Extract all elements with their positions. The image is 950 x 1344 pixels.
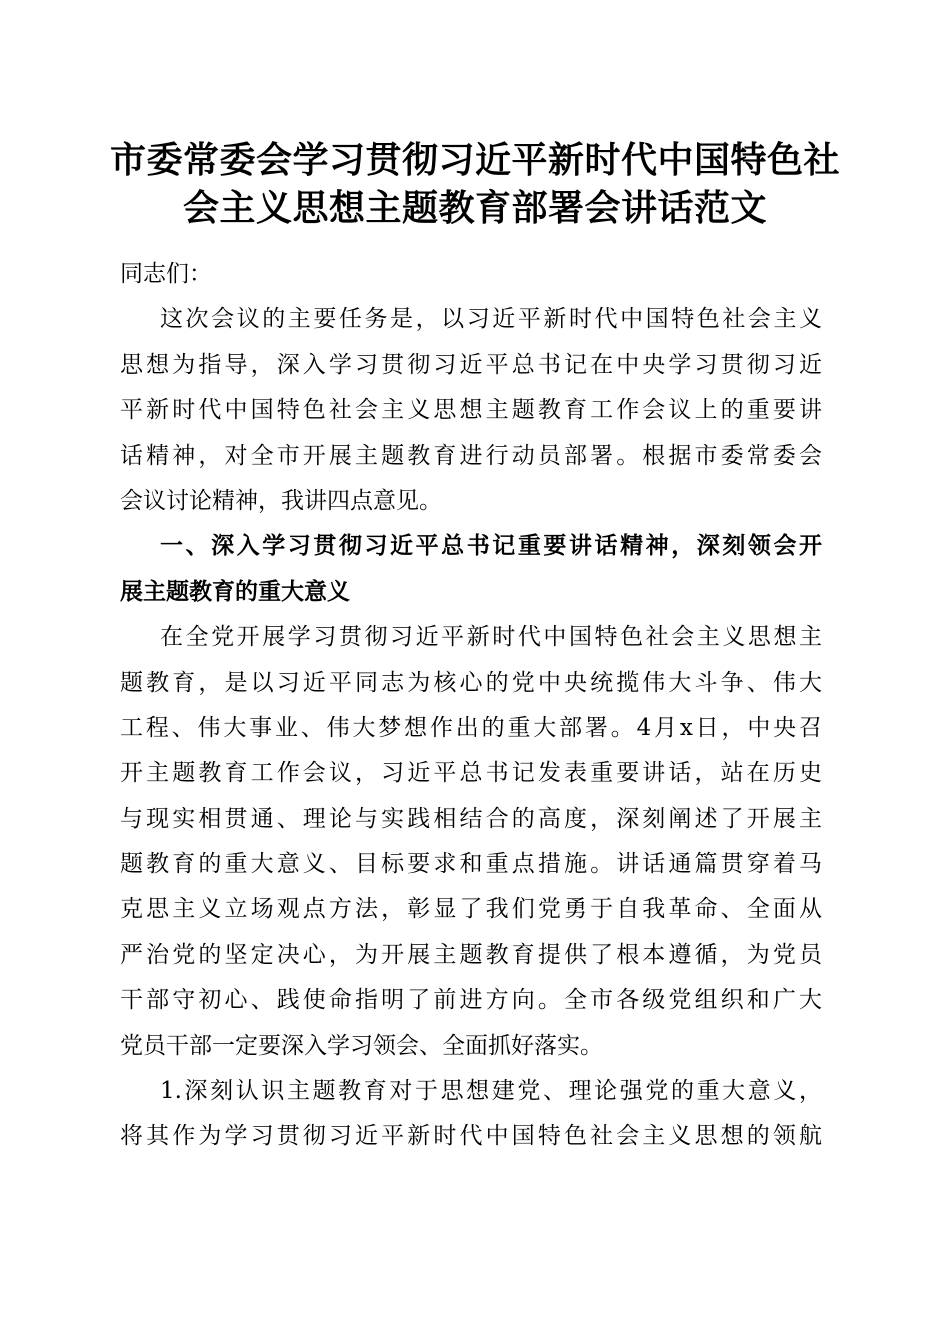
heading-line: 展主题教育的重大意义 [120,578,350,605]
document-title [100,136,850,232]
title-line-1: 市委常委会学习贯彻习近平新时代中国特色社 [109,139,840,181]
text-line: 工程、伟大事业、伟大梦想作出的重大部署。4月x日，中央召 [120,714,822,741]
salutation: 同志们： [120,261,212,287]
text-line: 将其作为学习贯彻习近平新时代中国特色社会主义思想的领航 [120,1123,822,1150]
title-line-2: 会主义思想主题教育部署会讲话范文 [182,187,767,229]
text-line: 思想为指导，深入学习贯彻习近平总书记在中央学习贯彻习近 [120,351,822,378]
section-heading-1 [120,524,822,615]
text-line: 平新时代中国特色社会主义思想主题教育工作会议上的重要讲 [120,397,822,424]
text-line: 会议讨论精神，我讲四点意见。 [120,487,442,514]
text-line: 与现实相贯通、理论与实践相结合的高度，深刻阐述了开展主 [120,805,822,832]
paragraph-point-1 [120,1069,822,1160]
document-body [120,252,822,1160]
text-line: 题教育的重大意义、目标要求和重点措施。讲话通篇贯穿着马 [120,851,822,878]
text-line: 题教育，是以习近平同志为核心的党中央统揽伟大斗争、伟大 [120,669,822,696]
paragraph-intro [120,297,822,524]
text-line: 干部守初心、践使命指明了前进方向。全市各级党组织和广大 [120,987,822,1014]
paragraph-section-1 [120,615,822,1069]
text-line: 克思主义立场观点方法，彰显了我们党勇于自我革命、全面从 [120,896,822,923]
text-line: 开主题教育工作会议，习近平总书记发表重要讲话，站在历史 [120,760,822,787]
heading-line: 一、深入学习贯彻习近平总书记重要讲话精神，深刻领会开 [160,533,822,560]
text-line: 在全党开展学习贯彻习近平新时代中国特色社会主义思想主 [160,624,822,651]
text-line: 这次会议的主要任务是，以习近平新时代中国特色社会主义 [160,306,822,333]
text-line: 话精神，对全市开展主题教育进行动员部署。根据市委常委会 [120,442,822,469]
text-line: 1.深刻认识主题教育对于思想建党、理论强党的重大意义， [160,1078,822,1105]
text-line: 党员干部一定要深入学习领会、全面抓好落实。 [120,1032,603,1059]
text-line: 严治党的坚定决心，为开展主题教育提供了根本遵循，为党员 [120,941,822,968]
